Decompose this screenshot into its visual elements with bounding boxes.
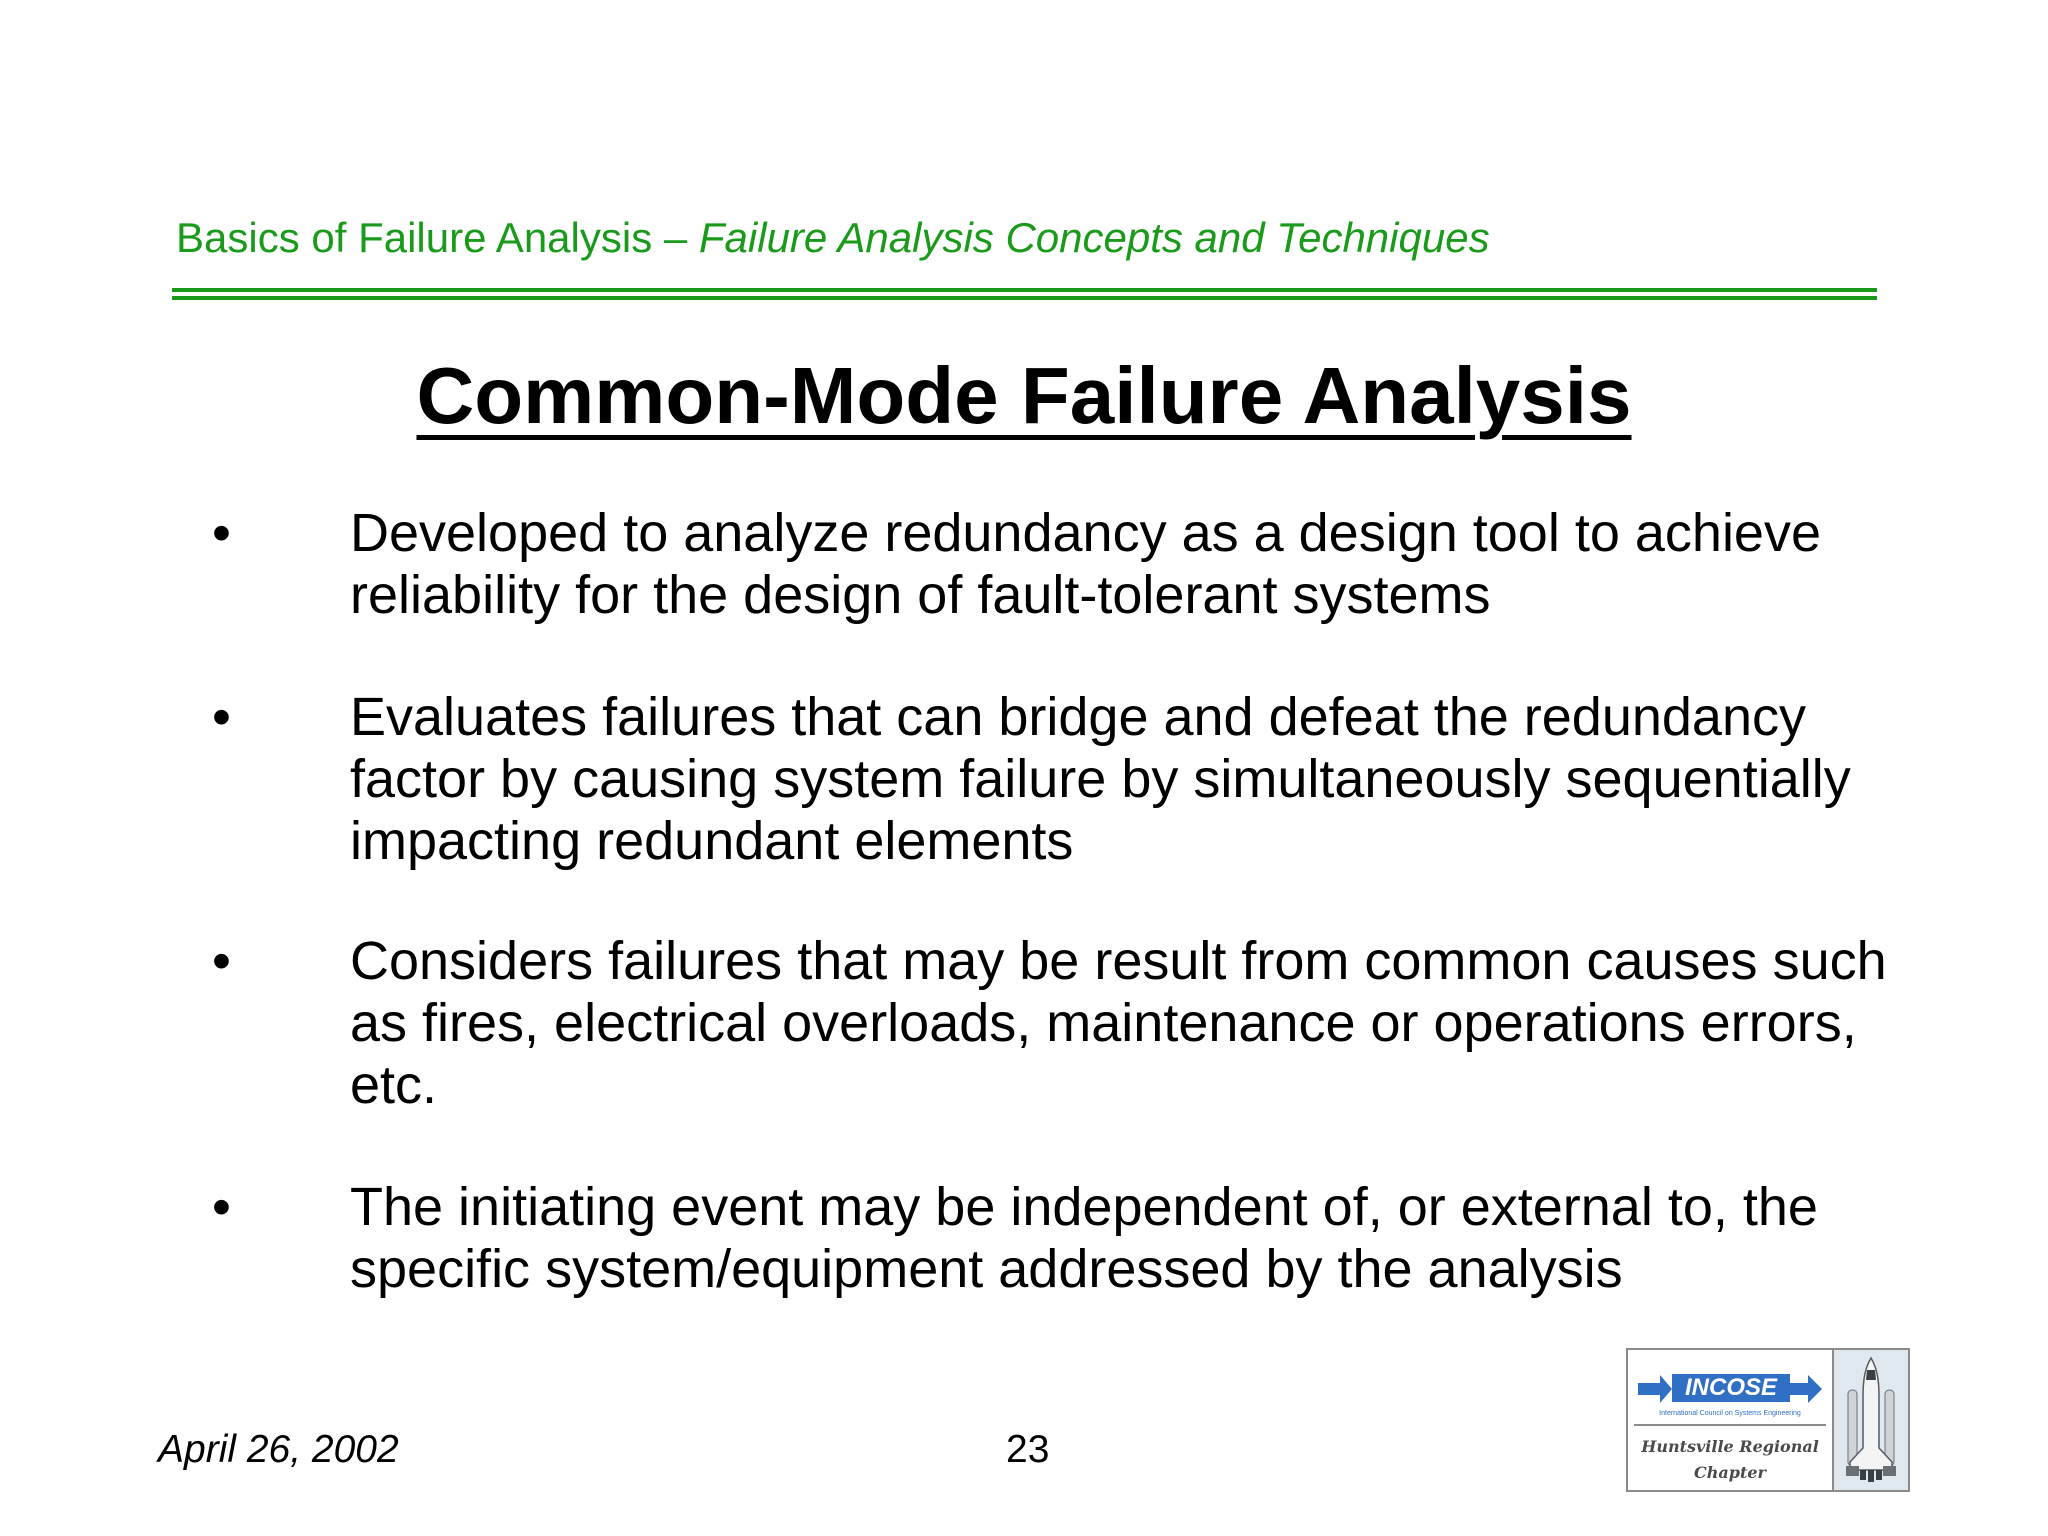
page-number: 23 xyxy=(1006,1428,1050,1471)
logo-chapter-line2: Chapter xyxy=(1694,1463,1766,1482)
logo-chapter xyxy=(1632,1434,1828,1486)
header-rule-top xyxy=(172,288,1877,292)
slide-header xyxy=(176,214,1490,262)
header-main: Basics of Failure Analysis – xyxy=(176,214,699,261)
logo-org-full: International Council on Systems Engineering xyxy=(1659,1410,1801,1417)
bullet-marker: • xyxy=(212,503,231,563)
incose-arrow-icon xyxy=(1638,1372,1822,1406)
bullet-text: Developed to analyze redundancy as a design tool to achieve reliability for the design of fault-tolerant systems xyxy=(350,503,1821,625)
header-subtitle: Failure Analysis Concepts and Techniques xyxy=(698,214,1490,261)
logo-text-panel xyxy=(1628,1350,1834,1490)
bullet-text: Considers failures that may be result from common causes such as fires, electrical overloads, maintenance or operations errors, etc. xyxy=(350,931,1887,1115)
bullet-marker: • xyxy=(212,687,231,747)
bullet-marker: • xyxy=(212,1177,231,1237)
bullet-text: Evaluates failures that can bridge and defeat the redundancy factor by causing system failure by simultaneously sequentially impacting redundant elements xyxy=(350,687,1851,871)
bullet-marker: • xyxy=(212,931,231,991)
logo-divider xyxy=(1634,1424,1826,1426)
bullet-text: The initiating event may be independent of, or external to, the specific system/equipment addressed by the analysis xyxy=(350,1177,1818,1299)
logo-chapter-line1: Huntsville Regional xyxy=(1641,1437,1819,1456)
logo-org-name: INCOSE xyxy=(1672,1374,1790,1402)
header-rule-bottom xyxy=(172,296,1877,300)
space-shuttle-icon xyxy=(1834,1350,1908,1490)
slide-title: Common-Mode Failure Analysis xyxy=(416,351,1632,440)
footer-date: April 26, 2002 xyxy=(158,1428,399,1471)
incose-logo xyxy=(1626,1348,1910,1492)
